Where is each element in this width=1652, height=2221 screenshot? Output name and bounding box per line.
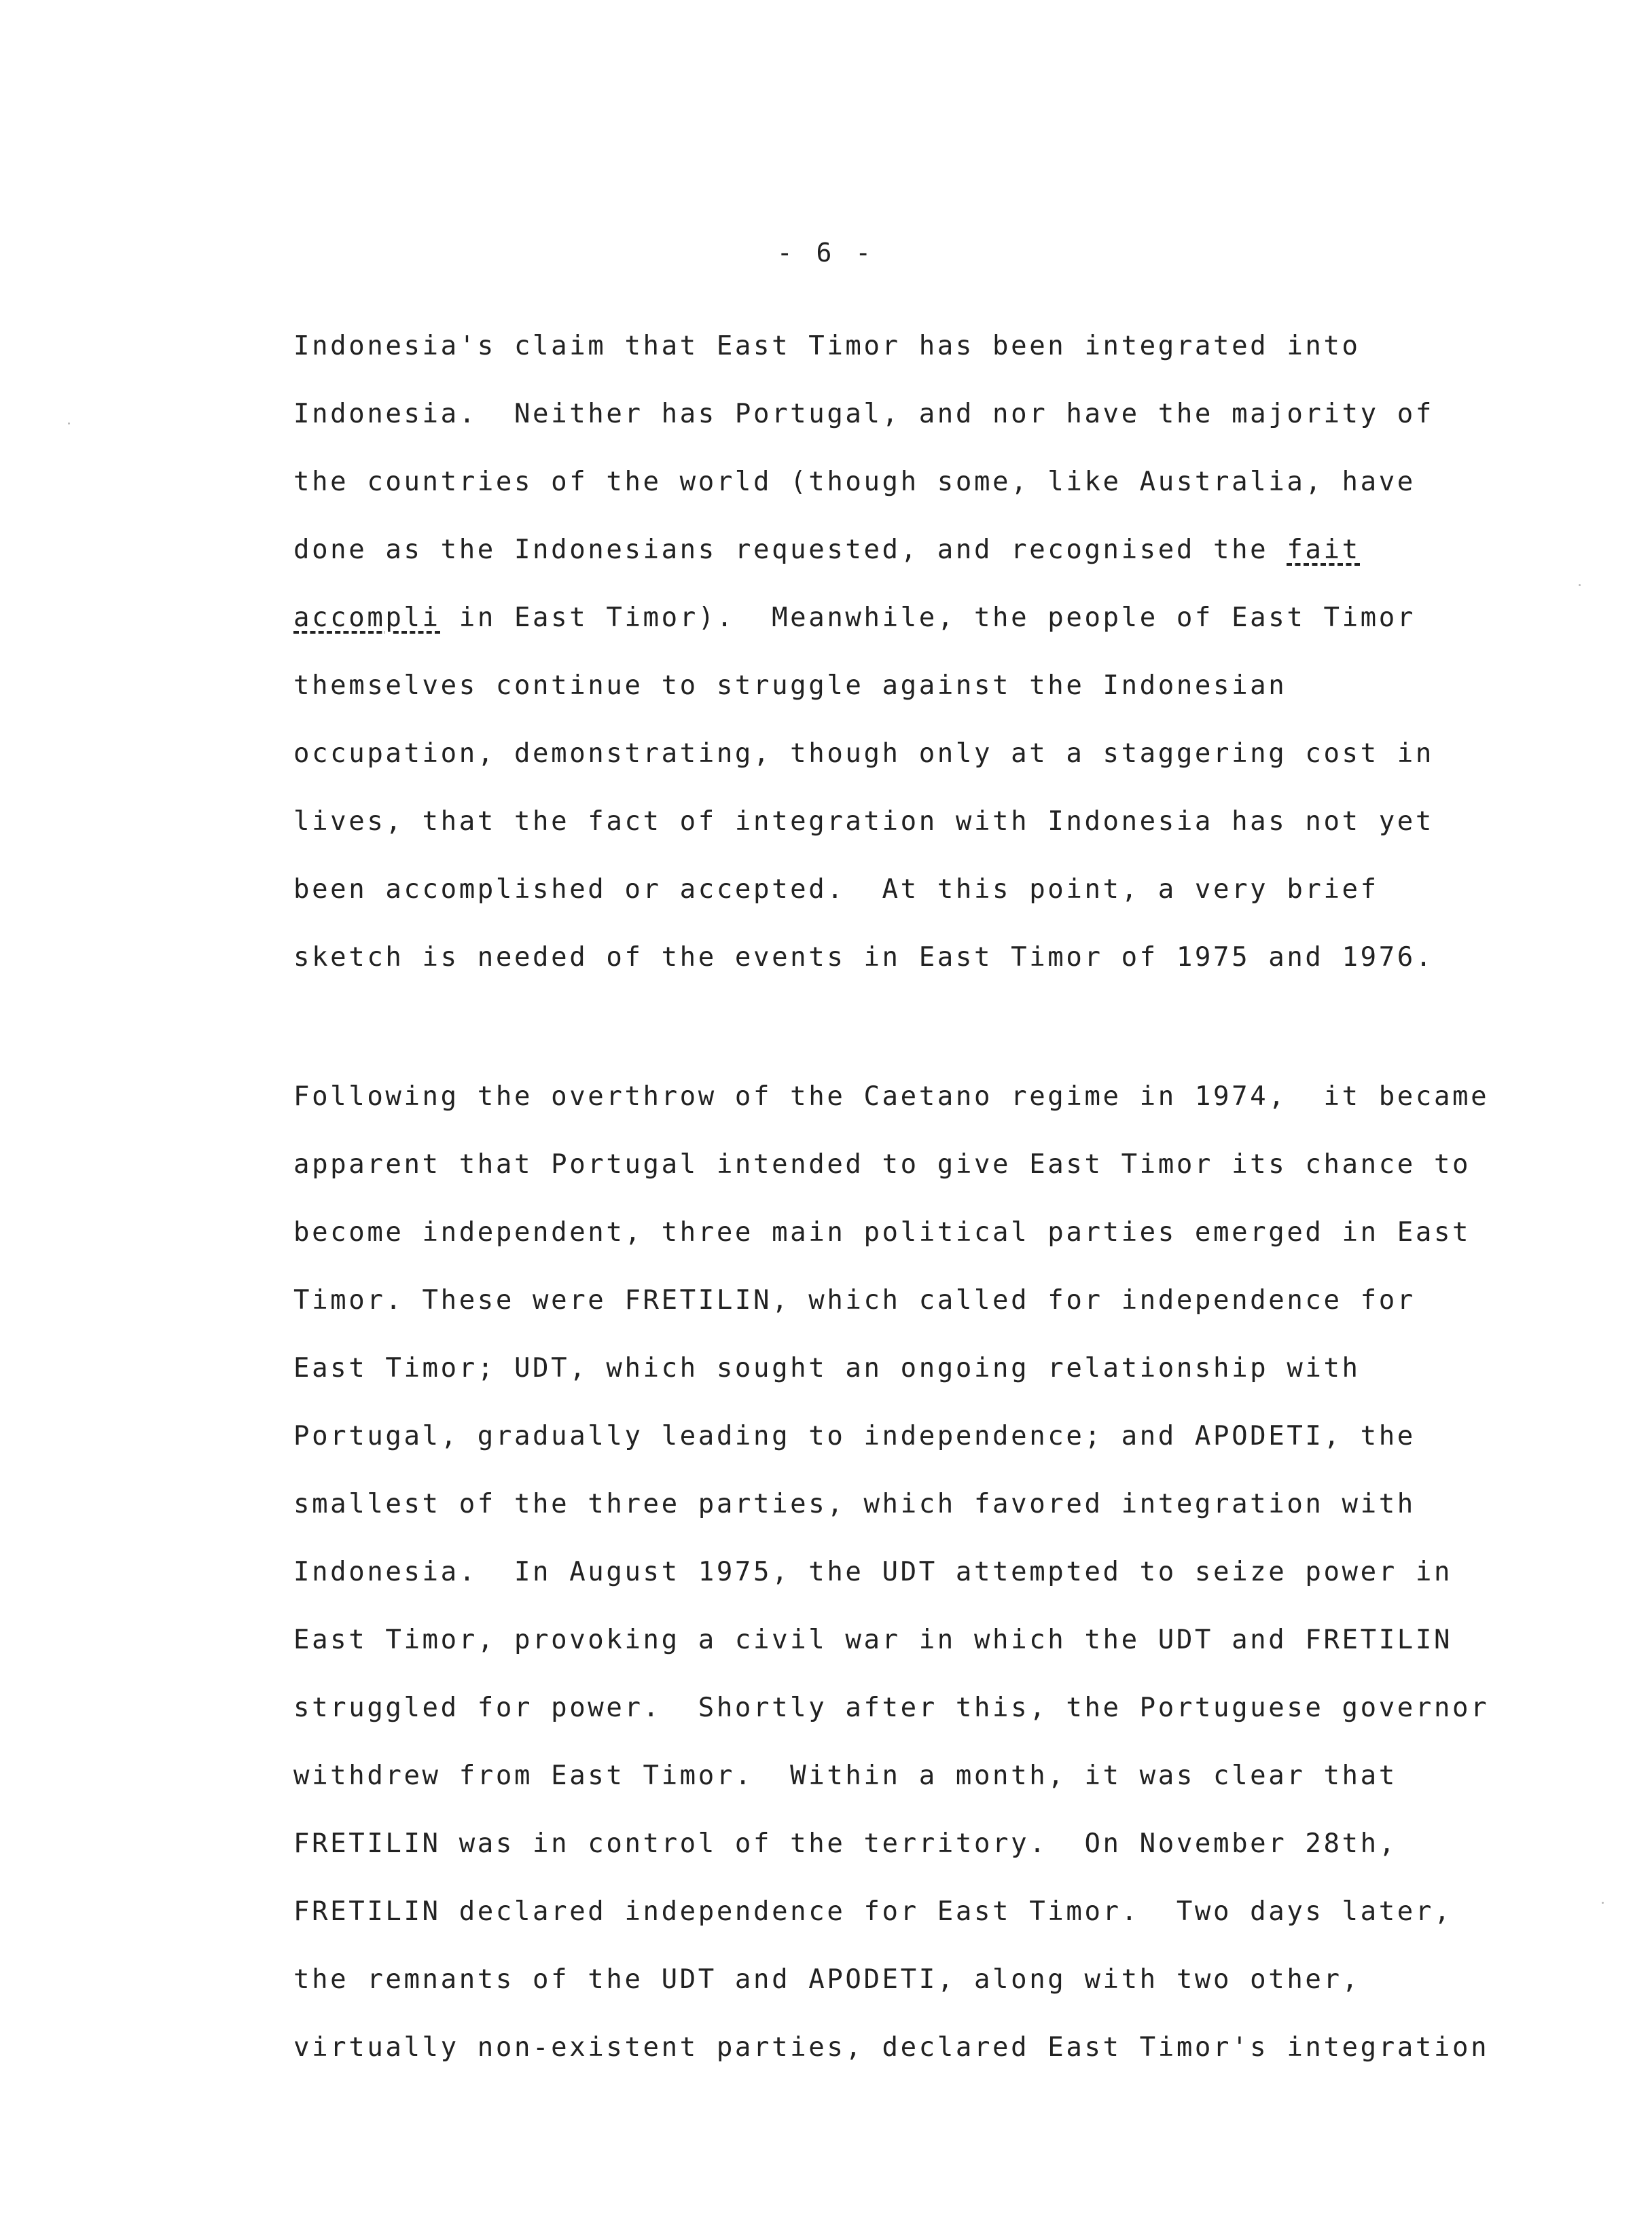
text-line: lives, that the fact of integration with Indonesia has not yet (293, 806, 1434, 837)
text-line: virtually non-existent parties, declared East Timor's integration (293, 2032, 1490, 2063)
text-segment: done as the Indonesians requested, and recognised the (293, 535, 1269, 565)
text-line: the countries of the world (though some, like Australia, have (293, 467, 1416, 497)
paragraph-1 (293, 312, 1434, 992)
underlined-term-accompli: accompli (293, 602, 441, 633)
scan-speck (1602, 1902, 1604, 1904)
text-line: become independent, three main political parties emerged in East (293, 1217, 1471, 1248)
text-line: FRETILIN declared independence for East Timor. Two days later, (293, 1896, 1453, 1927)
text-line: apparent that Portugal intended to give East Timor its chance to (293, 1149, 1471, 1180)
scan-speck (1579, 584, 1581, 586)
scan-speck (68, 422, 70, 425)
text-line: smallest of the three parties, which favored integration with (293, 1489, 1416, 1519)
text-line-with-underline (293, 516, 1434, 584)
text-line: Indonesia's claim that East Timor has been integrated into (293, 331, 1361, 361)
text-line: struggled for power. Shortly after this, the Portuguese governor (293, 1693, 1490, 1723)
text-line: been accomplished or accepted. At this point, a very brief (293, 874, 1379, 905)
text-line: themselves continue to struggle against the Indonesian (293, 670, 1287, 701)
text-line: East Timor; UDT, which sought an ongoing relationship with (293, 1353, 1361, 1384)
text-line: Indonesia. Neither has Portugal, and nor have the majority of (293, 399, 1434, 429)
underlined-term-fait: fait (1287, 535, 1361, 565)
text-segment: in East Timor). Meanwhile, the people of East Timor (459, 602, 1416, 633)
paragraph-2 (293, 1063, 1489, 2082)
text-line: withdrew from East Timor. Within a month, it was clear that (293, 1760, 1397, 1791)
text-line: sketch is needed of the events in East Timor of 1975 and 1976. (293, 942, 1434, 973)
text-line: occupation, demonstrating, though only at a staggering cost in (293, 738, 1434, 769)
text-line: Indonesia. In August 1975, the UDT attempted to seize power in (293, 1557, 1453, 1587)
text-line-with-underline (293, 584, 1434, 652)
text-line: Portugal, gradually leading to independence; and APODETI, the (293, 1421, 1416, 1451)
text-line: Following the overthrow of the Caetano regime in 1974, it became (293, 1081, 1490, 1112)
text-line: Timor. These were FRETILIN, which called for independence for (293, 1285, 1416, 1316)
page-number: - 6 - (776, 238, 876, 268)
text-line: East Timor, provoking a civil war in which the UDT and FRETILIN (293, 1625, 1453, 1655)
text-line: the remnants of the UDT and APODETI, along with two other, (293, 1964, 1361, 1995)
text-line: FRETILIN was in control of the territory. On November 28th, (293, 1828, 1397, 1859)
